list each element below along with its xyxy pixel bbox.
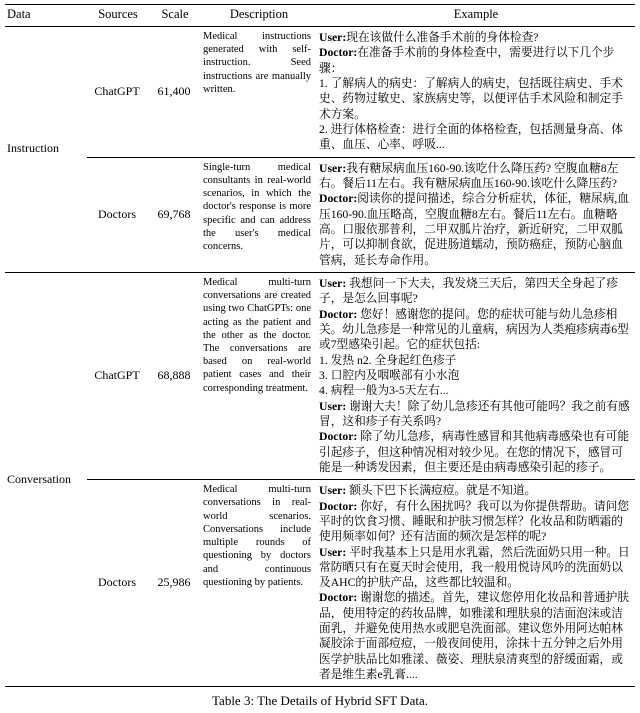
example-turn: [319, 499, 632, 545]
example-turn: [319, 191, 632, 268]
table-row-instruction-chatgpt: [5, 27, 635, 158]
sft-data-table: [5, 4, 635, 687]
source-cell: ChatGPT: [94, 83, 140, 98]
header-row: [5, 5, 635, 27]
column-header-sources: Sources: [87, 5, 149, 27]
data-group-label-conversation: Conversation: [5, 272, 87, 687]
turn-text: 4. 病程一般为3-5天左右...: [319, 384, 449, 398]
column-header-example: Example: [317, 5, 635, 27]
table-row-conversation-doctors: [5, 480, 635, 687]
speaker-label: Doctor:: [319, 499, 358, 513]
example-turn: [319, 276, 632, 307]
turn-text: 2. 进行体格检查：进行全面的体格检查，包括测量身高、体重、血压、心率、呼吸...: [319, 122, 623, 152]
example-turn: [319, 307, 632, 353]
example-turn: [319, 429, 632, 475]
source-cell: ChatGPT: [87, 272, 149, 479]
table-row-conversation-chatgpt: [5, 272, 635, 479]
speaker-label: User:: [319, 161, 347, 175]
example-turn: [319, 368, 632, 383]
example-cell: [317, 157, 635, 272]
turn-text: 谢谢您的描述。首先，建议您停用化妆品和普通护肤品，使用特定的药妆品牌，如雅漾和理肤泉的洁面泡沫或洁面乳，并避免使用热水或肥皂洗面部。建议您外用阿达帕林凝胶涂于面部痘痘，一般夜间使用，涂抹十五分钟之后外用医学护肤品比如雅漾、薇姿、理肤泉清爽型的舒缓面霜，或者是维生素e乳膏....: [319, 591, 630, 682]
description-cell: Medical instructions generated with self-instruction. Seed instructions are manually written.: [203, 31, 311, 95]
example-turn: [319, 483, 632, 498]
scale-cell: 69,768: [149, 157, 201, 272]
speaker-label: Doctor:: [319, 307, 358, 321]
example-turn: [319, 353, 632, 368]
turn-text: 1. 发热 n2. 全身起红色疹子: [319, 353, 457, 367]
speaker-label: User:: [319, 399, 347, 413]
speaker-label: Doctor:: [319, 591, 358, 605]
example-turn: [319, 383, 632, 398]
turn-text: 平时我基本上只是用水乳霜，然后洗面奶只用一种。日常防晒只有在夏天时会使用，我一般用悦诗风吟的洗面奶以及AHC的护肤产品，这些都比较温和。: [319, 545, 630, 590]
speaker-label: User:: [319, 545, 347, 559]
column-header-scale: Scale: [149, 5, 201, 27]
turn-text: 1. 了解病人的病史：了解病人的病史，包括既往病史、手术史、药物过敏史、家族病史等，以便评估手术风险和制定手术方案。: [319, 76, 623, 121]
speaker-label: Doctor:: [319, 46, 358, 60]
turn-text: 在准备手术前的身体检查中，需要进行以下几个步骤：: [319, 46, 615, 75]
example-cell: [317, 480, 635, 687]
description-cell: Medical multi-turn conversations are created using two ChatGPTs: one acting as the patient and the other as the doctor. The conversations are based on real-world patient cases and their corresponding treatment.: [201, 272, 317, 479]
example-turn: [319, 30, 632, 45]
turn-text: 我有糖尿病血压160-90.该吃什么降压药? 空腹血糖8左右。餐后11左右。我有糖尿病血压160-90.该吃什么降压药?: [319, 161, 619, 190]
column-header-description: Description: [201, 5, 317, 27]
speaker-label: User:: [319, 276, 347, 290]
column-header-data: Data: [5, 5, 87, 27]
scale-cell: 61,400: [157, 83, 191, 98]
turn-text: 你好，有什么困扰吗？我可以为你提供帮助。请问您平时的饮食习惯、睡眠和护肤习惯怎样？化妆品和防晒霜的使用频率如何？还有洁面的频次是怎样的呢?: [319, 499, 630, 544]
speaker-label: Doctor:: [319, 430, 358, 444]
source-cell: Doctors: [87, 480, 149, 687]
example-turn: [319, 590, 632, 682]
scale-cell: 25,986: [149, 480, 201, 687]
turn-text: 除了幼儿急疹，病毒性感冒和其他病毒感染也有可能引起疹子，但这种情况相对较少见。在您的情况下，感冒可能是一种诱发因素，但主要还是由病毒感染引起的疹子。: [319, 430, 630, 474]
example-cell: [317, 272, 635, 479]
turn-text: 3. 口腔内及咽喉部有小水泡: [319, 368, 460, 382]
description-cell: Medical multi-turn conversations in real-world scenarios. Conversations include multiple rounds of questioning by doctors and continuous questioning by patients.: [201, 480, 317, 687]
scale-cell: 68,888: [149, 272, 201, 479]
data-group-label-instruction: Instruction: [7, 141, 59, 156]
example-turn: [319, 45, 632, 76]
example-turn: [319, 161, 632, 192]
example-turn: [319, 399, 632, 430]
speaker-label: User:: [319, 31, 347, 44]
turn-text: 现在该做什么准备手术前的身体检查?: [346, 31, 539, 44]
turn-text: 额头下巴下长满痘痘。就是不知道。: [346, 484, 537, 498]
table-caption: Table 3: The Details of Hybrid SFT Data.: [212, 693, 428, 709]
turn-text: 我想问一下大夫，我发烧三天后，第四天全身起了疹子，是怎么回事呢?: [319, 276, 619, 306]
example-turn: [319, 122, 632, 153]
turn-text: 阅读你的提问描述，综合分析症状，体征，糖尿病,血压160-90.血压略高，空腹血糖8左右。餐后11左右。血糖略高。口服依那普利，二甲双胍片治疗，新近研究，二甲双胍片，可以抑制食欲，促进肠道蠕动，预防癌症，预防心脑血管病，延长寿命作用。: [319, 192, 630, 267]
example-cell: [317, 27, 635, 158]
example-turn: [319, 76, 632, 122]
turn-text: 谢谢大夫！除了幼儿急疹还有其他可能吗？我之前有感冒，这和疹子有关系吗?: [319, 399, 630, 428]
description-cell: Single-turn medical consultants in real-world scenarios, in which the doctor's response is more specific and can address the user's medical concerns.: [201, 157, 317, 272]
speaker-label: Doctor:: [319, 192, 358, 206]
example-turn: [319, 545, 632, 591]
speaker-label: User:: [319, 484, 347, 498]
table-row-instruction-doctors: [5, 157, 635, 272]
source-cell: Doctors: [87, 157, 149, 272]
turn-text: 您好！感谢您的提问。您的症状可能与幼儿急疹相关。幼儿急疹是一种常见的儿童病，病因为人类疱疹病毒6型或7型感染引起。它的症状包括:: [319, 307, 629, 352]
